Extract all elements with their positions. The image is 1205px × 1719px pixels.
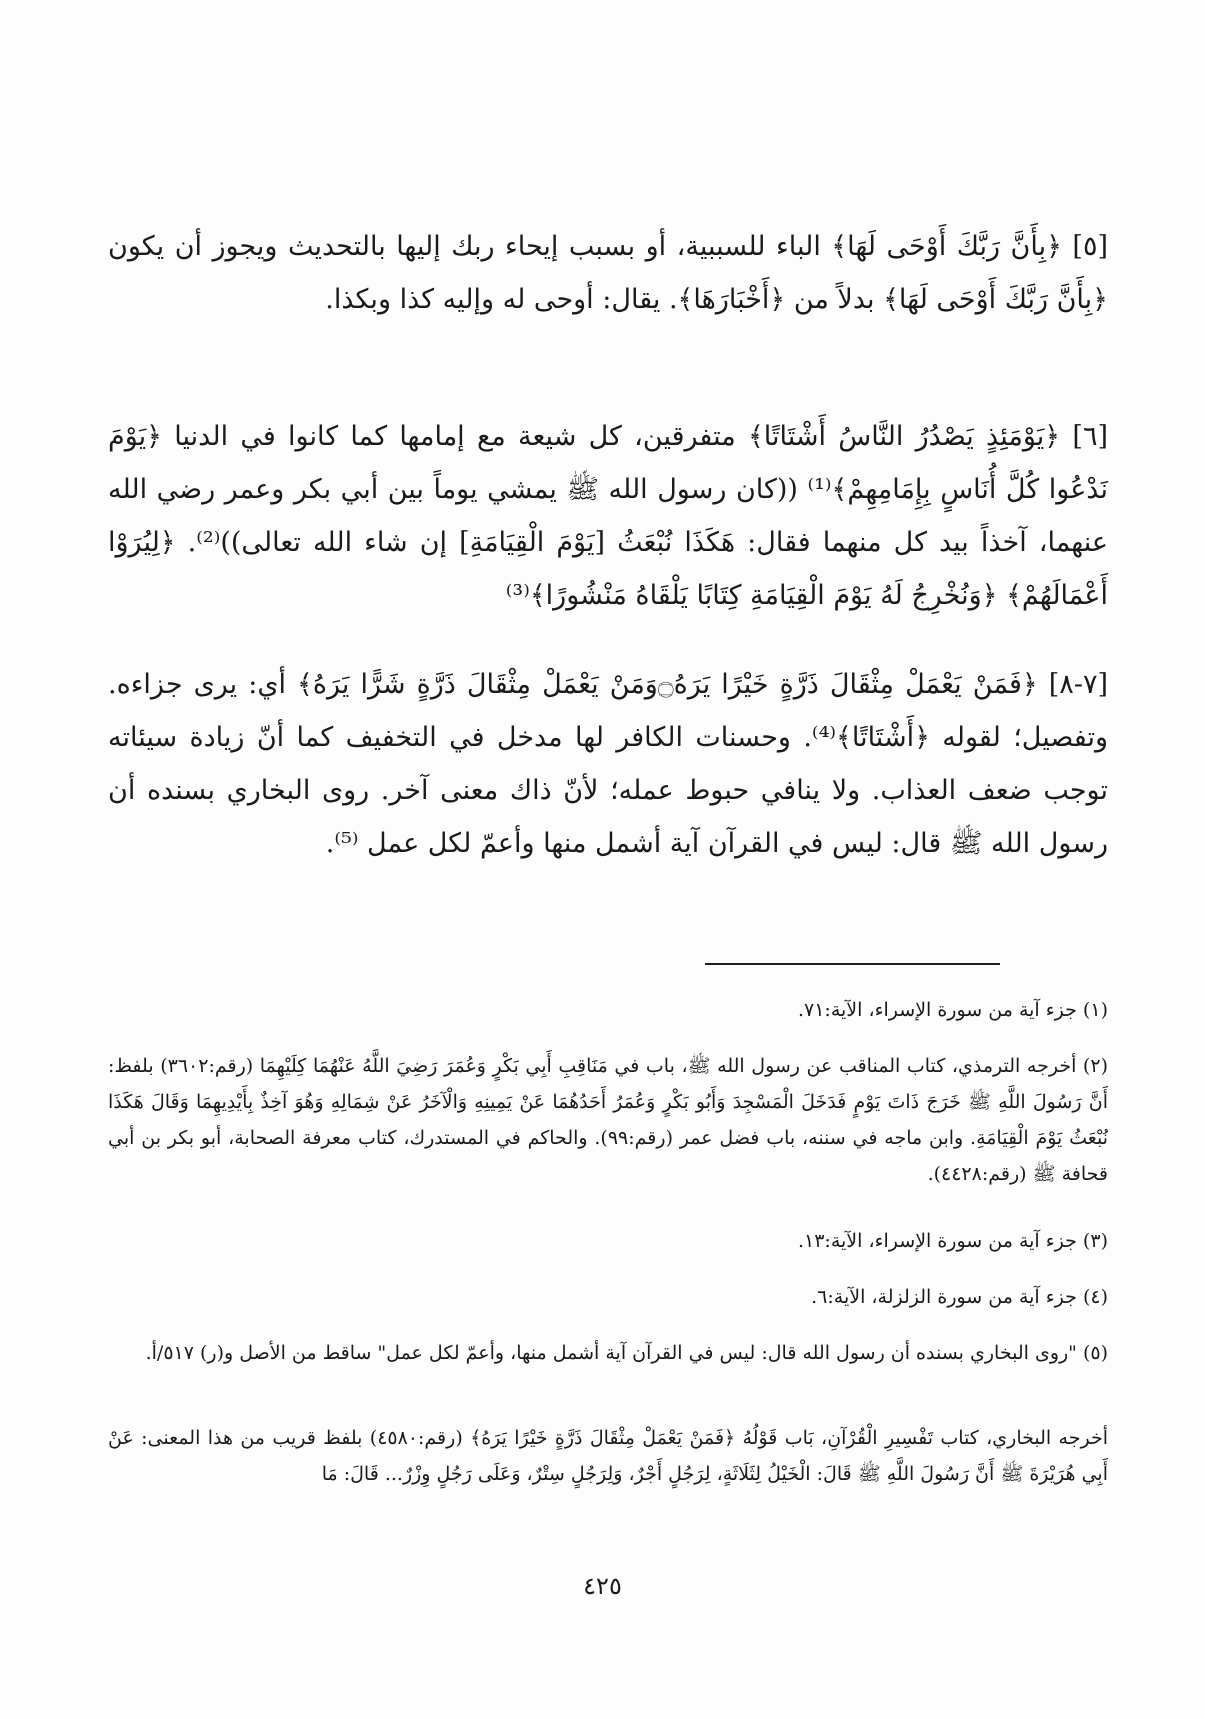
- footnote-separator: [705, 963, 1000, 965]
- footnote-text: (٤) جزء آية من سورة الزلزلة، الآية:٦.: [811, 1286, 1108, 1308]
- footnote-text: أخرجه البخاري، كتاب تَفْسِيرِ الْقُرْآنِ، بَاب قَوْلُهُ ﴿فَمَنْ يَعْمَلْ مِثْقَالَ ذَرَّةٍ خَيْرًا يَرَهُ﴾ (رقم:٤٥٨٠) بلفظ قريب من هذا المعنى: عَنْ أَبِي هُرَيْرَةَ ﷺ أَنَّ رَسُولَ اللَّهِ ﷺ قَالَ: الْخَيْلُ لِثَلَاثَةٍ، لِرَجُلٍ أَجْرٌ، وَلِرَجُلٍ سِتْرٌ، وَعَلَى رَجُلٍ وِزْرٌ... قَالَ: مَا: [108, 1427, 1108, 1485]
- paragraph-verse-7-8: [108, 658, 1108, 870]
- paragraph-verse-6: [108, 410, 1108, 622]
- footnote-3: [108, 1223, 1108, 1259]
- paragraph-text: [٧-٨] ﴿فَمَنْ يَعْمَلْ مِثْقَالَ ذَرَّةٍ خَيْرًا يَرَهُ۝وَمَنْ يَعْمَلْ مِثْقَالَ ذَرَّةٍ شَرًّا يَرَهُ﴾ أي: يرى جزاءه. وتفصيل؛ لقوله ﴿أَشْتَاتًا﴾⁽⁴⁾. وحسنات الكافر لها مدخل في التخفيف كما أنّ زيادة سيئاته توجب ضعف العذاب. ولا ينافي حبوط عمله؛ لأنّ ذاك معنى آخر. روى البخاري بسنده أن رسول الله ﷺ قال: ليس في القرآن آية أشمل منها وأعمّ لكل عمل ⁽⁵⁾.: [108, 669, 1109, 859]
- paragraph-verse-5: [108, 220, 1108, 326]
- footnote-text: (٣) جزء آية من سورة الإسراء، الآية:١٣.: [797, 1230, 1108, 1252]
- footnote-text: (٢) أخرجه الترمذي، كتاب المناقب عن رسول الله ﷺ، باب في مَنَاقِبِ أَبِي بَكْرٍ وَعُمَرَ رَضِيَ اللَّهُ عَنْهُمَا كِلَيْهِمَا (رقم:٣٦٠٢) بلفظ: أَنَّ رَسُولَ اللَّهِ ﷺ خَرَجَ ذَاتَ يَوْمٍ فَدَخَلَ الْمَسْجِدَ وَأَبُو بَكْرٍ وَعُمَرُ أَحَدُهُمَا عَنْ يَمِينِهِ وَالْآخَرُ عَنْ شِمَالِهِ وَهُوَ آخِذٌ بِأَيْدِيهِمَا وَقَالَ هَكَذَا نُبْعَثُ يَوْمَ الْقِيَامَةِ. وابن ماجه في سننه، باب فضل عمر (رقم:٩٩). والحاكم في المستدرك، كتاب معرفة الصحابة، أبو بكر بن أبي قحافة ﷺ (رقم:٤٤٢٨).: [108, 1055, 1108, 1185]
- paragraph-text: [٥] ﴿بِأَنَّ رَبَّكَ أَوْحَى لَهَا﴾ الباء للسببية، أو بسبب إيحاء ربك إليها بالتحديث ويجوز أن يكون ﴿بِأَنَّ رَبَّكَ أَوْحَى لَهَا﴾ بدلاً من ﴿أَخْبَارَهَا﴾. يقال: أوحى له وإليه كذا وبكذا.: [108, 231, 1108, 315]
- footnote-5: [108, 1335, 1108, 1371]
- paragraph-text: [٦] ﴿يَوْمَئِذٍ يَصْدُرُ النَّاسُ أَشْتَاتًا﴾ متفرقين، كل شيعة مع إمامها كما كانوا في الدنيا ﴿يَوْمَ نَدْعُوا كُلَّ أُنَاسٍ بِإِمَامِهِمْ﴾⁽¹⁾ ((كان رسول الله ﷺ يمشي يوماً بين أبي بكر وعمر رضي الله عنهما، آخذاً بيد كل منهما فقال: هَكَذَا نُبْعَثُ [يَوْمَ الْقِيَامَةِ] إن شاء الله تعالى))⁽²⁾. ﴿لِيُرَوْا أَعْمَالَهُمْ﴾ ﴿وَنُخْرِجُ لَهُ يَوْمَ الْقِيَامَةِ كِتَابًا يَلْقَاهُ مَنْشُورًا﴾⁽³⁾: [108, 421, 1109, 611]
- footnote-text: (١) جزء آية من سورة الإسراء، الآية:٧١.: [797, 999, 1108, 1021]
- footnote-2: [108, 1048, 1108, 1192]
- footnote-1: [108, 992, 1108, 1028]
- footnote-5-continuation: [108, 1420, 1108, 1492]
- page-number: ٤٢٥: [583, 1572, 622, 1600]
- footnote-4: [108, 1279, 1108, 1315]
- footnote-text: (٥) "روى البخاري بسنده أن رسول الله قال: ليس في القرآن آية أشمل منها، وأعمّ لكل عمل" ساقط من الأصل و(ر) ٥١٧/أ.: [145, 1342, 1108, 1364]
